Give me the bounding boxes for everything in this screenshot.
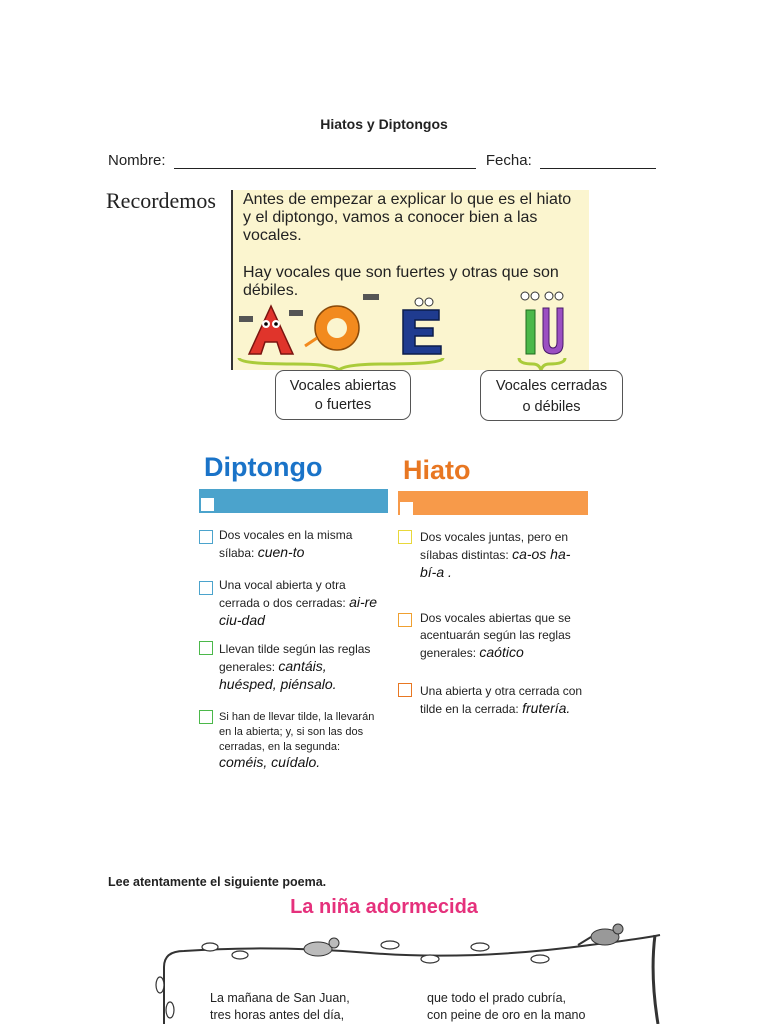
fecha-label: Fecha: xyxy=(485,152,532,169)
nombre-label: Nombre: xyxy=(108,152,166,169)
vowel-i-icon xyxy=(521,292,539,354)
diptongo-checkbox-2[interactable] xyxy=(199,581,213,595)
diptongo-bar-checkbox[interactable] xyxy=(201,498,214,511)
hiato-item-1: Dos vocales juntas, pero en sílabas distintas: ca-os ha-bí-a . xyxy=(420,530,571,580)
hiato-bar xyxy=(398,491,588,515)
fecha-field[interactable] xyxy=(540,154,656,169)
vowel-u-icon xyxy=(543,292,563,354)
open-vowels-line2: o fuertes xyxy=(314,397,372,413)
poem-title: La niña adormecida xyxy=(290,896,478,918)
diptongo-bar xyxy=(199,489,388,513)
closed-vowels-line2: o débiles xyxy=(522,399,581,415)
closed-vowels-line1: Vocales cerradas xyxy=(495,378,608,394)
hiato-item-3: Una abierta y otra cerrada con tilde en la cerrada: frutería. xyxy=(420,684,583,716)
brace-closed-icon xyxy=(519,358,565,370)
hiato-example-1: ca-os ha-bí-a . xyxy=(420,546,571,580)
poem-right-column xyxy=(427,990,585,1024)
bird-icon xyxy=(304,938,339,956)
poem-line: con peine de oro en la mano xyxy=(427,1008,586,1022)
hiato-example-3: frutería. xyxy=(522,700,571,716)
vowels-illustration xyxy=(233,288,589,370)
vowel-o-icon xyxy=(305,294,379,350)
poem-line: tres horas antes del día, xyxy=(210,1008,345,1022)
diptongo-title: Diptongo xyxy=(204,452,323,482)
intro-paragraph-2: Hay vocales que son fuertes y otras que son débiles. xyxy=(243,264,559,299)
hiato-bar-checkbox[interactable] xyxy=(400,502,413,515)
poem-instruction: Lee atentamente el siguiente poema. xyxy=(108,875,327,889)
hiato-example-2: caótico xyxy=(479,644,524,660)
diptongo-checkbox-3[interactable] xyxy=(199,641,213,655)
hiato-title: Hiato xyxy=(403,455,471,485)
brace-open-icon xyxy=(239,358,443,370)
open-vowels-line1: Vocales abiertas xyxy=(289,378,397,394)
diptongo-item-4: Si han de llevar tilde, la llevarán en la abierta; y, si son las dos cerradas, en la segunda: coméis, cuídalo. xyxy=(219,711,375,770)
diptongo-checkbox-1[interactable] xyxy=(199,530,213,544)
diptongo-item-1: Dos vocales en la misma sílaba: cuen-to xyxy=(219,528,353,560)
diptongo-example-2: ai-re ciu-dad xyxy=(219,594,378,628)
hiato-item-2: Dos vocales abiertas que se acentuarán según las reglas generales: caótico xyxy=(420,611,571,660)
closed-vowels-box xyxy=(480,370,623,421)
vowel-a-icon xyxy=(239,306,303,354)
hiato-checkbox-1[interactable] xyxy=(398,530,412,544)
bird-icon-2 xyxy=(578,924,623,945)
page-title: Hiatos y Diptongos xyxy=(320,116,448,132)
poem-line: La mañana de San Juan, xyxy=(210,991,350,1005)
intro-paragraph-1: Antes de empezar a explicar lo que es el hiato y el diptongo, vamos a conocer bien a las vocales. xyxy=(243,191,572,244)
diptongo-example-4: coméis, cuídalo. xyxy=(219,754,321,770)
nombre-field[interactable] xyxy=(174,154,476,169)
hiato-checkbox-2[interactable] xyxy=(398,613,412,627)
recordemos-heading: Recordemos xyxy=(106,188,216,213)
diptongo-checkbox-4[interactable] xyxy=(199,710,213,724)
poem-left-column xyxy=(210,990,350,1024)
diptongo-item-2: Una vocal abierta y otra cerrada o dos cerradas: ai-re ciu-dad xyxy=(219,578,378,628)
open-vowels-box xyxy=(275,370,411,420)
hiato-checkbox-3[interactable] xyxy=(398,683,412,697)
poem-line: que todo el prado cubría, xyxy=(427,991,566,1005)
diptongo-item-3: Llevan tilde según las reglas generales: cantáis, huésped, piénsalo. xyxy=(219,642,371,692)
diptongo-example-1: cuen-to xyxy=(257,544,305,560)
name-date-row xyxy=(108,152,656,169)
diptongo-example-3: cantáis, huésped, piénsalo. xyxy=(219,658,337,692)
vowel-e-icon xyxy=(363,294,441,354)
